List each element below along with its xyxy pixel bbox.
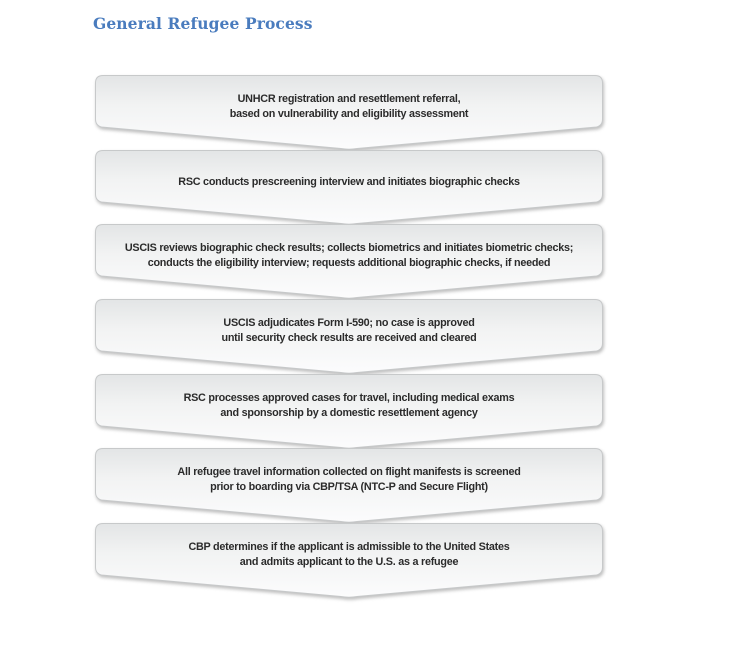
step-line: All refugee travel information collected on flight manifests is screened	[177, 466, 521, 478]
step-line: based on vulnerability and eligibility assessment	[229, 108, 469, 120]
step-text	[95, 156, 603, 208]
step-text	[95, 380, 603, 432]
step-line: RSC processes approved cases for travel, including medical exams	[183, 392, 515, 404]
step-text	[95, 81, 603, 133]
flow-step-4	[95, 299, 603, 375]
step-line: and sponsorship by a domestic resettlement agency	[220, 407, 478, 419]
step-line: UNHCR registration and resettlement referral,	[237, 93, 461, 105]
step-line: USCIS reviews biographic check results; collects biometrics and initiates biometric checks;	[124, 242, 574, 254]
step-line: prior to boarding via CBP/TSA (NTC-P and Secure Flight)	[210, 481, 488, 493]
step-text	[95, 305, 603, 357]
page-title: General Refugee Process	[93, 14, 313, 33]
step-line: and admits applicant to the U.S. as a refugee	[239, 556, 459, 568]
flow-step-2	[95, 150, 603, 226]
flow-step-3	[95, 224, 603, 300]
step-line: until security check results are received and cleared	[221, 332, 477, 344]
flow-step-5	[95, 374, 603, 450]
step-text	[95, 454, 603, 506]
step-line: RSC conducts prescreening interview and initiates biographic checks	[178, 175, 520, 188]
step-line: CBP determines if the applicant is admissible to the United States	[188, 541, 510, 553]
flow-step-6	[95, 448, 603, 524]
step-text	[95, 230, 603, 282]
flow-step-1	[95, 75, 603, 151]
step-text	[95, 529, 603, 581]
step-line: conducts the eligibility interview; requests additional biographic checks, if needed	[147, 257, 551, 269]
step-line: USCIS adjudicates Form I-590; no case is approved	[223, 317, 475, 329]
flow-step-7	[95, 523, 603, 599]
